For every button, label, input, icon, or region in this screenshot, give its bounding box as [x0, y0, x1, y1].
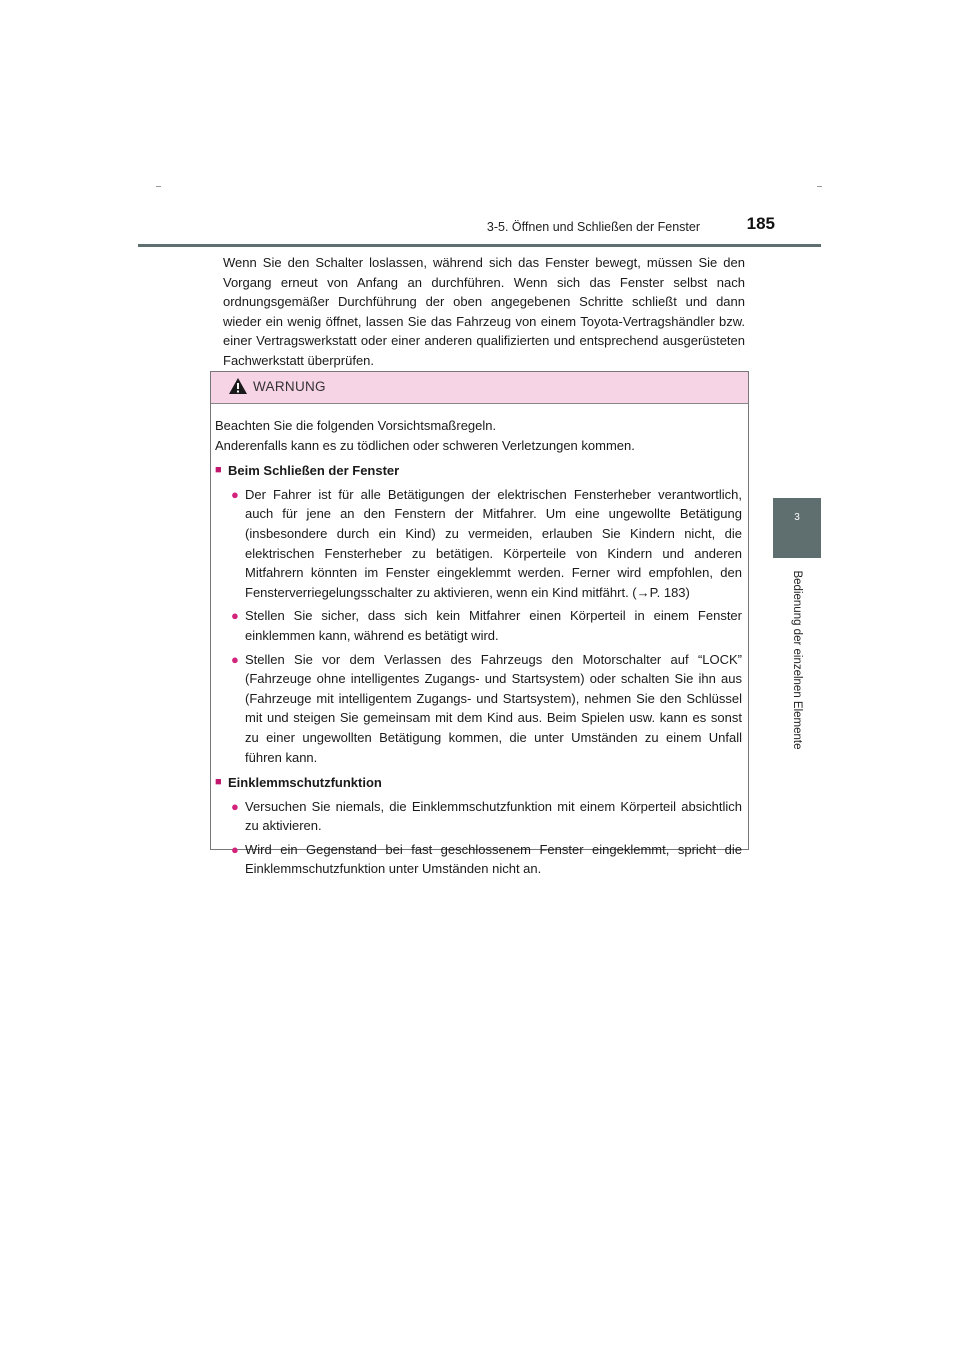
- circle-bullet-icon: ●: [231, 841, 239, 857]
- warning-section-heading: [215, 461, 742, 481]
- crop-mark-right: [817, 186, 822, 187]
- list-item: [215, 485, 742, 603]
- page-number: 185: [746, 214, 775, 233]
- warning-body: [211, 404, 748, 879]
- bullet-text: Versuchen Sie niemals, die Einklemmschutzfunktion mit einem Körperteil absichtlich zu aktivieren.: [245, 798, 742, 834]
- circle-bullet-icon: ●: [231, 798, 239, 814]
- circle-bullet-icon: ●: [231, 486, 239, 502]
- warning-header: [211, 372, 748, 404]
- bullet-text: Der Fahrer ist für alle Betätigungen der elektrischen Fensterheber verantwortlich, auch für jene an den Fenstern der Mitfahrer. Um eine ungewollte Betätigung (insbesondere durch ein Kind) zu vermeiden, erlauben Sie Kindern nicht, die elektrischen Fensterheber zu betätigen. Körperteile von Kindern und anderen Mitfahrern könnten im Fenster eingeklemmt werden. Ferner wird empfohlen, den Fensterverriegelungsschalter zu aktivieren, wenn ein Kind mitfährt. (→P. 183): [245, 486, 742, 600]
- square-bullet-icon: ■: [215, 776, 222, 789]
- square-bullet-icon: ■: [215, 464, 222, 477]
- circle-bullet-icon: ●: [231, 651, 239, 667]
- warning-section-heading: [215, 773, 742, 793]
- chapter-label: Bedienung der einzelnen Elemente: [791, 570, 803, 750]
- warning-box: [210, 371, 749, 877]
- warning-triangle-icon: [228, 377, 248, 395]
- intro-paragraph: Wenn Sie den Schalter loslassen, während sich das Fenster bewegt, müssen Sie den Vorgang erneut von Anfang an durchführen. Wenn sich das Fenster selbst nach ordnungsgemäßer Durchführung der oben angegebenen Schritte schließt und dann wieder ein wenig öffnet, lassen Sie das Fahrzeug von einem Toyota-Vertragshändler bzw. einer Vertragswerkstatt oder einer anderen qualifizierten und entsprechend ausgerüsteten Fachwerkstatt überprüfen.: [223, 255, 745, 368]
- warning-title: WARNUNG: [253, 379, 326, 394]
- warning-intro-line: Beachten Sie die folgenden Vorsichtsmaßregeln.: [215, 418, 497, 433]
- list-item: [215, 797, 742, 836]
- header-rule: [138, 244, 821, 247]
- section-heading: Einklemmschutzfunktion: [228, 775, 382, 791]
- list-item: [215, 840, 742, 879]
- section-title: 3-5. Öffnen und Schließen der Fenster: [486, 220, 700, 234]
- section-heading: Beim Schließen der Fenster: [228, 463, 400, 479]
- chapter-tab: [773, 498, 821, 558]
- list-item: [215, 606, 742, 645]
- crop-mark-left: [156, 186, 161, 187]
- circle-bullet-icon: ●: [231, 608, 239, 624]
- warning-intro-line: Anderenfalls kann es zu tödlichen oder schweren Verletzungen kommen.: [215, 437, 635, 453]
- bullet-text: Wird ein Gegenstand bei fast geschlossenem Fenster eingeklemmt, spricht die Einklemmschutzfunktion unter Umständen nicht an.: [245, 841, 742, 877]
- list-item: [215, 650, 742, 768]
- bullet-text: Stellen Sie sicher, dass sich kein Mitfahrer einen Körperteil in einem Fenster einklemmen kann, während es betätigt wird.: [245, 608, 742, 643]
- chapter-number: 3: [794, 512, 800, 523]
- bullet-text: Stellen Sie vor dem Verlassen des Fahrzeugs den Motorschalter auf “LOCK” (Fahrzeuge ohne intelligentes Zugangs- und Startsystem) oder schalten Sie ihn aus (Fahrzeuge mit intelligentem Zugangs- und Startsystem), nehmen Sie den Schlüssel mit und steigen Sie gemeinsam mit dem Kind aus. Beim Spielen usw. kann es sonst zu einer ungewollten Betätigung kommen, die unter Umständen zu einem Unfall führen kann.: [245, 651, 742, 765]
